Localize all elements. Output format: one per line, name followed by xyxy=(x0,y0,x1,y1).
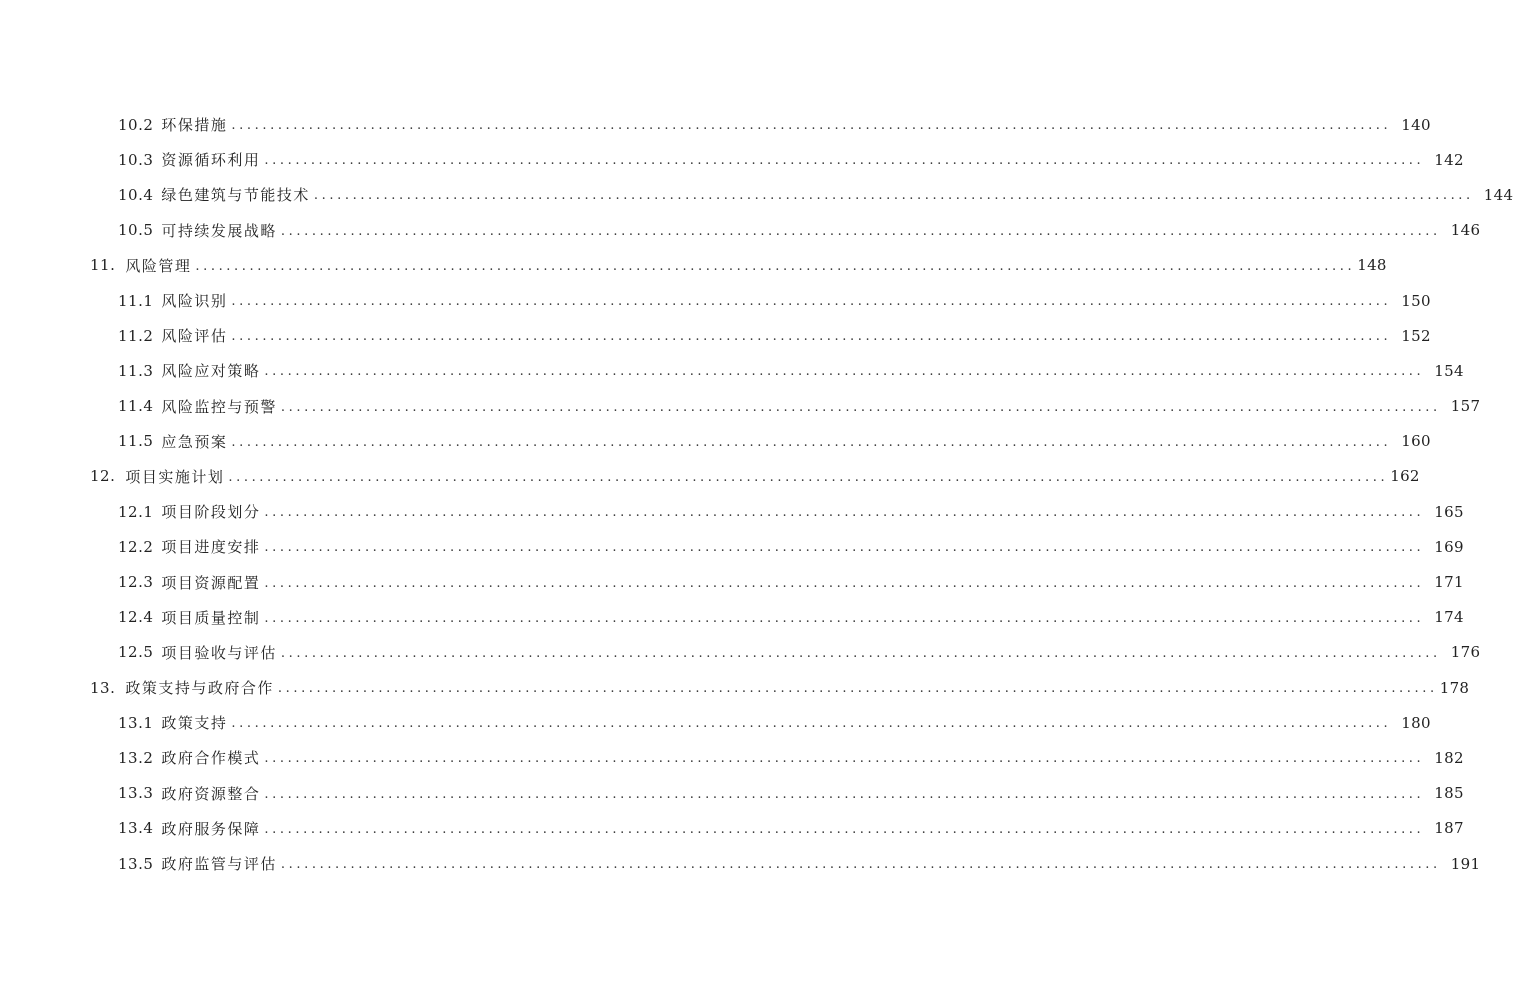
section-title: 政策支持 xyxy=(161,714,228,733)
section-title: 风险评估 xyxy=(161,327,228,346)
page-number: 185 xyxy=(1434,784,1464,803)
toc-entry-label xyxy=(118,747,260,768)
section-number: 10.3 xyxy=(118,150,154,169)
toc-entry-label xyxy=(118,853,277,874)
toc-entry-13-1[interactable] xyxy=(0,705,1431,740)
section-number: 13.2 xyxy=(118,748,154,767)
toc-entry-label xyxy=(118,818,260,839)
section-title: 应急预案 xyxy=(161,432,228,451)
section-number: 12.2 xyxy=(118,537,154,556)
dot-leader: ...................................................................................................................................................... xyxy=(231,329,1392,345)
toc-entry-label xyxy=(118,184,310,205)
dot-leader: ...................................................................................................................................................... xyxy=(231,118,1392,134)
toc-entry-13-3[interactable] xyxy=(0,776,1464,811)
section-title: 项目质量控制 xyxy=(161,608,261,627)
toc-entry-12-5[interactable] xyxy=(0,635,1481,670)
section-number: 12.1 xyxy=(118,502,154,521)
dot-leader: ...................................................................................................................................................... xyxy=(313,188,1474,204)
section-title: 项目进度安排 xyxy=(161,538,261,557)
toc-entry-12-4[interactable] xyxy=(0,600,1464,635)
page-number: 162 xyxy=(1390,467,1420,486)
toc-entry-label xyxy=(118,325,227,346)
toc-entry-label xyxy=(118,114,227,135)
dot-leader: ...................................................................................................................................................... xyxy=(231,716,1392,732)
toc-entry-11[interactable] xyxy=(0,248,1387,283)
dot-leader: ...................................................................................................................................................... xyxy=(280,223,1441,239)
section-title: 资源循环利用 xyxy=(161,151,261,170)
dot-leader: ...................................................................................................................................................... xyxy=(264,786,1425,802)
toc-entry-11-5[interactable] xyxy=(0,424,1431,459)
page-number: 169 xyxy=(1434,537,1464,556)
section-number: 11. xyxy=(90,256,116,275)
dot-leader: ...................................................................................................................................................... xyxy=(264,505,1425,521)
section-number: 12.5 xyxy=(118,643,154,662)
section-number: 11.1 xyxy=(118,291,154,310)
page-number: 160 xyxy=(1401,432,1431,451)
toc-entry-11-3[interactable] xyxy=(0,353,1464,388)
section-title: 政府监管与评估 xyxy=(161,855,277,874)
toc-entry-label xyxy=(118,536,260,557)
section-number: 12. xyxy=(90,467,116,486)
toc-entry-11-2[interactable] xyxy=(0,318,1431,353)
toc-entry-label xyxy=(118,220,277,241)
section-title: 政府资源整合 xyxy=(161,784,261,803)
toc-entry-label xyxy=(118,783,260,804)
section-title: 可持续发展战略 xyxy=(161,221,277,240)
page-number: 165 xyxy=(1434,502,1464,521)
dot-leader: ...................................................................................................................................................... xyxy=(277,681,1438,697)
dot-leader: ...................................................................................................................................................... xyxy=(264,821,1425,837)
toc-entry-11-1[interactable] xyxy=(0,283,1431,318)
dot-leader: ...................................................................................................................................................... xyxy=(264,364,1425,380)
section-number: 11.2 xyxy=(118,326,154,345)
toc-entry-10-4[interactable] xyxy=(0,177,1513,212)
toc-entry-13-2[interactable] xyxy=(0,740,1464,775)
page-number: 178 xyxy=(1439,678,1470,697)
page-number: 146 xyxy=(1450,221,1481,240)
page-number: 180 xyxy=(1401,713,1431,732)
page-number: 191 xyxy=(1450,854,1481,873)
section-number: 12.3 xyxy=(118,573,154,592)
dot-leader: ...................................................................................................................................................... xyxy=(264,610,1425,626)
page-number: 152 xyxy=(1401,326,1431,345)
toc-entry-label xyxy=(90,255,191,276)
page-number: 150 xyxy=(1401,291,1431,310)
toc-entry-13[interactable] xyxy=(0,670,1470,705)
toc-entry-label xyxy=(90,466,224,487)
dot-leader: ...................................................................................................................................................... xyxy=(280,857,1441,873)
toc-entry-12-3[interactable] xyxy=(0,564,1464,599)
toc-entry-12-2[interactable] xyxy=(0,529,1464,564)
toc-entry-label xyxy=(118,396,277,417)
dot-leader: ...................................................................................................................................................... xyxy=(280,645,1441,661)
section-number: 10.2 xyxy=(118,115,154,134)
section-number: 11.4 xyxy=(118,397,154,416)
page-number: 176 xyxy=(1450,643,1481,662)
section-title: 项目验收与评估 xyxy=(161,643,277,662)
dot-leader: ...................................................................................................................................................... xyxy=(264,153,1425,169)
section-number: 13. xyxy=(90,678,116,697)
toc-entry-10-3[interactable] xyxy=(0,142,1464,177)
section-number: 13.1 xyxy=(118,713,154,732)
section-title: 风险应对策略 xyxy=(161,362,261,381)
section-number: 10.4 xyxy=(118,185,154,204)
page-number: 182 xyxy=(1434,748,1464,767)
toc-entry-label xyxy=(118,360,260,381)
section-title: 政府合作模式 xyxy=(161,749,261,768)
page-number: 144 xyxy=(1483,185,1513,204)
toc-entry-label xyxy=(118,149,260,170)
dot-leader: ...................................................................................................................................................... xyxy=(231,294,1392,310)
section-title: 政策支持与政府合作 xyxy=(125,679,274,698)
section-number: 13.5 xyxy=(118,854,154,873)
page-number: 148 xyxy=(1357,256,1387,275)
section-title: 项目实施计划 xyxy=(125,467,225,486)
dot-leader: ...................................................................................................................................................... xyxy=(195,258,1356,274)
toc-entry-label xyxy=(90,677,274,698)
section-title: 项目资源配置 xyxy=(161,573,261,592)
section-title: 风险识别 xyxy=(161,292,228,311)
page-number: 157 xyxy=(1450,397,1481,416)
toc-entry-label xyxy=(118,607,260,628)
section-title: 风险监控与预警 xyxy=(161,397,277,416)
dot-leader: ...................................................................................................................................................... xyxy=(264,751,1425,767)
table-of-contents xyxy=(0,107,1513,881)
toc-entry-10-2[interactable] xyxy=(0,107,1431,142)
section-title: 政府服务保障 xyxy=(161,819,261,838)
page-number: 187 xyxy=(1434,819,1464,838)
section-title: 绿色建筑与节能技术 xyxy=(161,186,310,205)
section-number: 11.3 xyxy=(118,361,154,380)
section-number: 13.3 xyxy=(118,784,154,803)
page-number: 154 xyxy=(1434,361,1464,380)
page-number: 142 xyxy=(1434,150,1464,169)
dot-leader: ...................................................................................................................................................... xyxy=(264,540,1425,556)
dot-leader: ...................................................................................................................................................... xyxy=(228,469,1389,485)
section-number: 13.4 xyxy=(118,819,154,838)
toc-entry-label xyxy=(118,501,260,522)
section-title: 环保措施 xyxy=(161,116,228,135)
toc-entry-11-4[interactable] xyxy=(0,389,1481,424)
toc-entry-12-1[interactable] xyxy=(0,494,1464,529)
dot-leader: ...................................................................................................................................................... xyxy=(280,399,1441,415)
toc-entry-13-5[interactable] xyxy=(0,846,1481,881)
toc-entry-13-4[interactable] xyxy=(0,811,1464,846)
page-number: 174 xyxy=(1434,608,1464,627)
toc-entry-12[interactable] xyxy=(0,459,1420,494)
toc-entry-label xyxy=(118,712,227,733)
page-number: 140 xyxy=(1401,115,1431,134)
toc-entry-label xyxy=(118,431,227,452)
dot-leader: ...................................................................................................................................................... xyxy=(231,434,1392,450)
section-title: 风险管理 xyxy=(125,256,192,275)
toc-entry-label xyxy=(118,642,277,663)
section-number: 11.5 xyxy=(118,432,154,451)
section-title: 项目阶段划分 xyxy=(161,503,261,522)
toc-entry-label xyxy=(118,290,227,311)
toc-entry-label xyxy=(118,572,260,593)
page-number: 171 xyxy=(1434,573,1464,592)
toc-entry-10-5[interactable] xyxy=(0,213,1481,248)
dot-leader: ...................................................................................................................................................... xyxy=(264,575,1425,591)
section-number: 10.5 xyxy=(118,221,154,240)
section-number: 12.4 xyxy=(118,608,154,627)
